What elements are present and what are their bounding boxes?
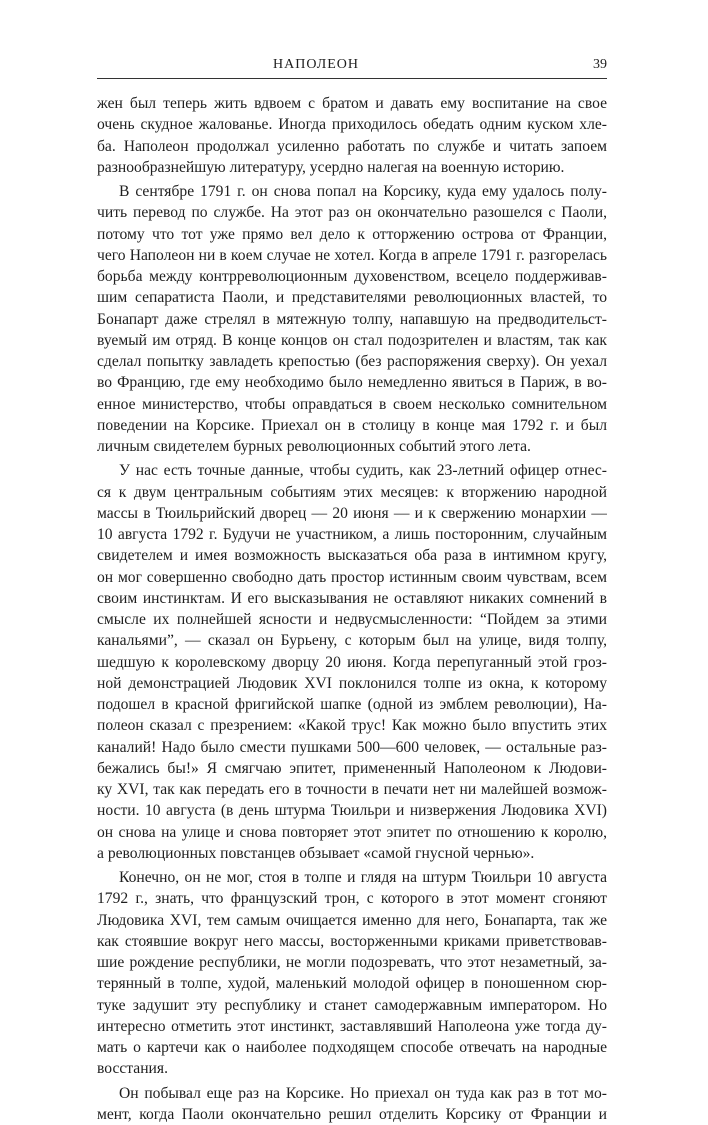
text-line: ности. 10 августа (в день штурма Тюильри и низвержения Людовика XVI) <box>97 800 607 821</box>
text-line: бежались бы!» Я смягчаю эпитет, примененный Наполеоном к Людови- <box>97 758 607 779</box>
text-line: Людовика XVI, тем самым очищается именно для него, Бонапарта, так же <box>97 910 607 931</box>
text-line: мент, когда Паоли окончательно решил отделить Корсику от Франции и <box>97 1104 607 1125</box>
text-line: 1792 г., знать, что французский трон, с которого в этот момент сгоняют <box>97 888 607 909</box>
text-line: смысле их полнейшей ясности и недвусмысленности: “Пойдем за этими <box>97 609 607 630</box>
text-line: туке задушит эту республику и станет самодержавным императором. Но <box>97 995 607 1016</box>
text-line: В сентябре 1791 г. он снова попал на Корсику, куда ему удалось полу- <box>97 181 607 202</box>
text-line: интересно отметить этот инстинкт, заставлявший Наполеона уже тогда ду- <box>97 1016 607 1037</box>
text-line: своим инстинктам. И его высказывания не оставляют никаких сомнений в <box>97 588 607 609</box>
text-line: канальями”, — сказал он Бурьену, с которым был на улице, видя толпу, <box>97 630 607 651</box>
text-line: шие рождение республики, не могли подозревать, что этот незаметный, за- <box>97 952 607 973</box>
text-line: чего Наполеон ни в коем случае не хотел. Когда в апреле 1791 г. разгорелась <box>97 245 607 266</box>
running-title: НАПОЛЕОН <box>273 57 359 73</box>
text-line: массы в Тюильрийский дворец — 20 июня — и к свержению монархии — <box>97 503 607 524</box>
text-line: 10 августа 1792 г. Будучи не участником, а лишь посторонним, случайным <box>97 524 607 545</box>
paragraph <box>97 867 607 1080</box>
paragraph <box>97 1083 607 1125</box>
text-line: восстания. <box>97 1058 607 1079</box>
text-line: ной демонстрацией Людовик XVI поклонился толпе из окна, к которому <box>97 673 607 694</box>
text-line: борьба между контрреволюционным духовенством, всецело поддерживав- <box>97 266 607 287</box>
text-line: мать о картечи как о наиболее подходящем способе отвечать на народные <box>97 1037 607 1058</box>
text-line: У нас есть точные данные, чтобы судить, как 23-летний офицер отнес- <box>97 460 607 481</box>
text-line: полеон сказал с презрением: «Какой трус! Как можно было впустить этих <box>97 715 607 736</box>
text-line: жен был теперь жить вдвоем с братом и давать ему воспитание на свое <box>97 93 607 114</box>
text-line: он снова на улице и снова повторяет этот эпитет по отношению к королю, <box>97 822 607 843</box>
text-line: чить перевод по службе. На этот раз он окончательно разошелся с Паоли, <box>97 202 607 223</box>
text-line: потому что тот уже прямо вел дело к отторжению острова от Франции, <box>97 224 607 245</box>
paragraph <box>97 93 607 178</box>
text-line: Бонапарт даже стрелял в мятежную толпу, напавшую на предводительст- <box>97 309 607 330</box>
text-line: разнообразнейшую литературу, усердно налегая на военную историю. <box>97 157 607 178</box>
text-line: во Францию, где ему необходимо было немедленно явиться в Париж, в во- <box>97 372 607 393</box>
text-line: терянный в толпе, худой, маленький молодой офицер в поношенном сюр- <box>97 973 607 994</box>
text-line: Он побывал еще раз на Корсике. Но приехал он туда как раз в тот мо- <box>97 1083 607 1104</box>
text-line: личным свидетелем бурных революционных событий этого лета. <box>97 436 607 457</box>
text-line: Конечно, он не мог, стоя в толпе и глядя на штурм Тюильри 10 августа <box>97 867 607 888</box>
text-line: он мог совершенно свободно дать простор истинным своим чувствам, всем <box>97 567 607 588</box>
header-rule <box>97 78 607 79</box>
page-number: 39 <box>593 57 607 73</box>
text-line: каналий! Надо было смести пушками 500—600 человек, — остальные раз- <box>97 737 607 758</box>
text-line: шим сепаратиста Паоли, и представителями революционных властей, то <box>97 287 607 308</box>
text-line: очень скудное жалованье. Иногда приходилось обедать одним куском хле- <box>97 114 607 135</box>
text-line: ку XVI, так как передать его в точности в печати нет ни малейшей возмож- <box>97 779 607 800</box>
text-line: ся к двум центральным событиям этих месяцев: к вторжению народной <box>97 482 607 503</box>
text-line: поведении на Корсике. Приехал он в столицу в конце мая 1792 г. и был <box>97 415 607 436</box>
paragraph <box>97 460 607 864</box>
text-line: подошел в красной фригийской шапке (одной из эмблем революции), На- <box>97 694 607 715</box>
text-line: сделал попытку завладеть крепостью (без распоряжения сверху). Он уехал <box>97 351 607 372</box>
text-line: свидетелем и имея возможность высказаться оба раза в интимном кругу, <box>97 545 607 566</box>
text-line: ба. Наполеон продолжал усиленно работать по службе и читать запоем <box>97 136 607 157</box>
text-line: вуемый им отряд. В конце концов он стал подозрителен и властям, так как <box>97 330 607 351</box>
text-line: а революционных повстанцев обзывает «самой гнусной чернью». <box>97 843 607 864</box>
text-line: шедшую к королевскому дворцу 20 июня. Когда перепуганный этой гроз- <box>97 652 607 673</box>
text-line: енное министерство, чтобы оправдаться в своем несколько сомнительном <box>97 394 607 415</box>
paragraph <box>97 181 607 457</box>
body-text <box>97 93 607 1125</box>
text-line: как стоявшие вокруг него массы, восторженными криками приветствовав- <box>97 931 607 952</box>
